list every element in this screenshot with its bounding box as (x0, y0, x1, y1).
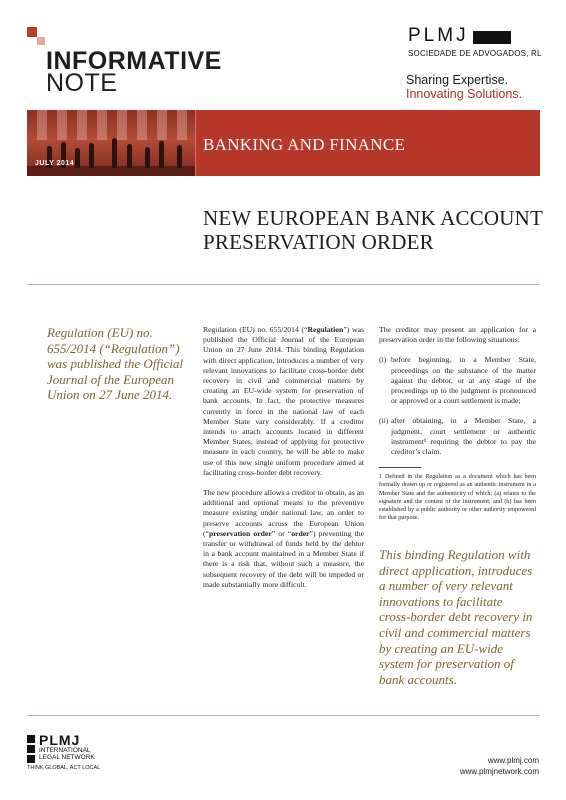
section-banner (27, 110, 540, 176)
title-line-1: INFORMATIVE (46, 47, 222, 75)
section-title: BANKING AND FINANCE (203, 135, 406, 154)
title-line-2: NOTE (46, 69, 118, 97)
footer-slogan: THINK GLOBAL, ACT LOCAL (27, 765, 101, 771)
tagline-line-2: Innovating Solutions. (406, 87, 523, 101)
pull-quote-right: This binding Regulation with direct application, introduces a number of very relevant innovations to facilitate cross-border debt recovery in civil and commercial matters by creating an EU-wide system for preservation of bank accounts. (379, 547, 533, 687)
network-website-link[interactable]: www.plmjnetwork.com (459, 767, 539, 776)
divider-top (27, 284, 540, 285)
corner-square-dark (27, 27, 37, 37)
body-paragraph-3: The creditor may present an application for a preservation order in the following situations: (379, 325, 536, 345)
document-type-title (46, 47, 222, 97)
list-item: (ii) after obtaining, in a Member State, a judgment, court settlement or authentic instrument¹ requiring the debtor to pay the creditor’s claim. (379, 416, 536, 457)
pull-quote-left: Regulation (EU) no. 655/2014 (“Regulation”) was published the Official Journal of the European Union on 27 June 2014. (47, 325, 184, 403)
brand-subtitle: SOCIEDADE DE ADVOGADOS, RL (408, 49, 542, 58)
article-headline (203, 206, 543, 254)
brand-bar-mark (473, 31, 511, 44)
body-column-right (379, 325, 536, 522)
banner-divider (195, 110, 196, 176)
footnote: 1 Defined in the Regulation as a document which has been formally drawn up or registered as an authentic instrument in a Member State and the authenticity of which: (a) relates to the signature and the content of the instrument; and (b) has been established by a public authority or other authority empowered for that purpose. (379, 474, 536, 522)
footer-logo-name: PLMJ (39, 732, 81, 748)
footer-logo-line-1: INTERNATIONAL (39, 747, 91, 754)
list-item: (i) before beginning, in a Member State, proceedings on the substance of the matter against the debtor, or at any stage of the proceedings up to the judgment is pronounced or approved or a court settlement is made; (379, 355, 536, 406)
tagline-line-1: Sharing Expertise. (406, 73, 509, 87)
brand-name: PLMJ (408, 25, 469, 46)
brand-logo (408, 25, 543, 58)
divider-bottom (27, 715, 540, 716)
tagline (406, 73, 522, 101)
website-link[interactable]: www.plmj.com (487, 756, 539, 765)
headline-line-2: PRESERVATION ORDER (203, 230, 434, 254)
body-paragraph-1: Regulation (EU) no. 655/2014 (“Regulation”) was published the Official Journal of the European Union on 27 June 2014. This binding Regulation with direct application, introduces a number of very relevant innovations to facilitate cross-border debt recovery in civil and commercial matters by creating an EU-wide system for preservation of bank accounts. In fact, the protective measures currently in force in the national law of each Member State vary considerably. If a creditor intends to attach accounts located in different Member States, instead of applying for protective measure in each country, he will be able to make use of this new single uniform procedure aimed at facilitating cross-border debt recovery. (203, 325, 364, 477)
issue-date: JULY 2014 (35, 160, 75, 167)
headline-line-1: NEW EUROPEAN BANK ACCOUNT (203, 206, 544, 230)
body-column-middle (203, 325, 364, 600)
footer-links (460, 755, 539, 777)
body-paragraph-2: The new procedure allows a creditor to obtain, as an additional and optional means to the preventive measure existing under national law, an order to preserve accounts across the European Union (“preservation order” or “order”) preventing the transfer or withdrawal of funds held by the debtor in a bank account maintained in a Member State if there is a risk that, without such a measure, the subsequent recovery of the debt will be impeded or made substantially more difficult. (203, 488, 364, 589)
footnote-rule (379, 467, 421, 468)
footer-logo-line-2: LEGAL NETWORK (39, 754, 95, 761)
corner-square-light (37, 37, 45, 45)
